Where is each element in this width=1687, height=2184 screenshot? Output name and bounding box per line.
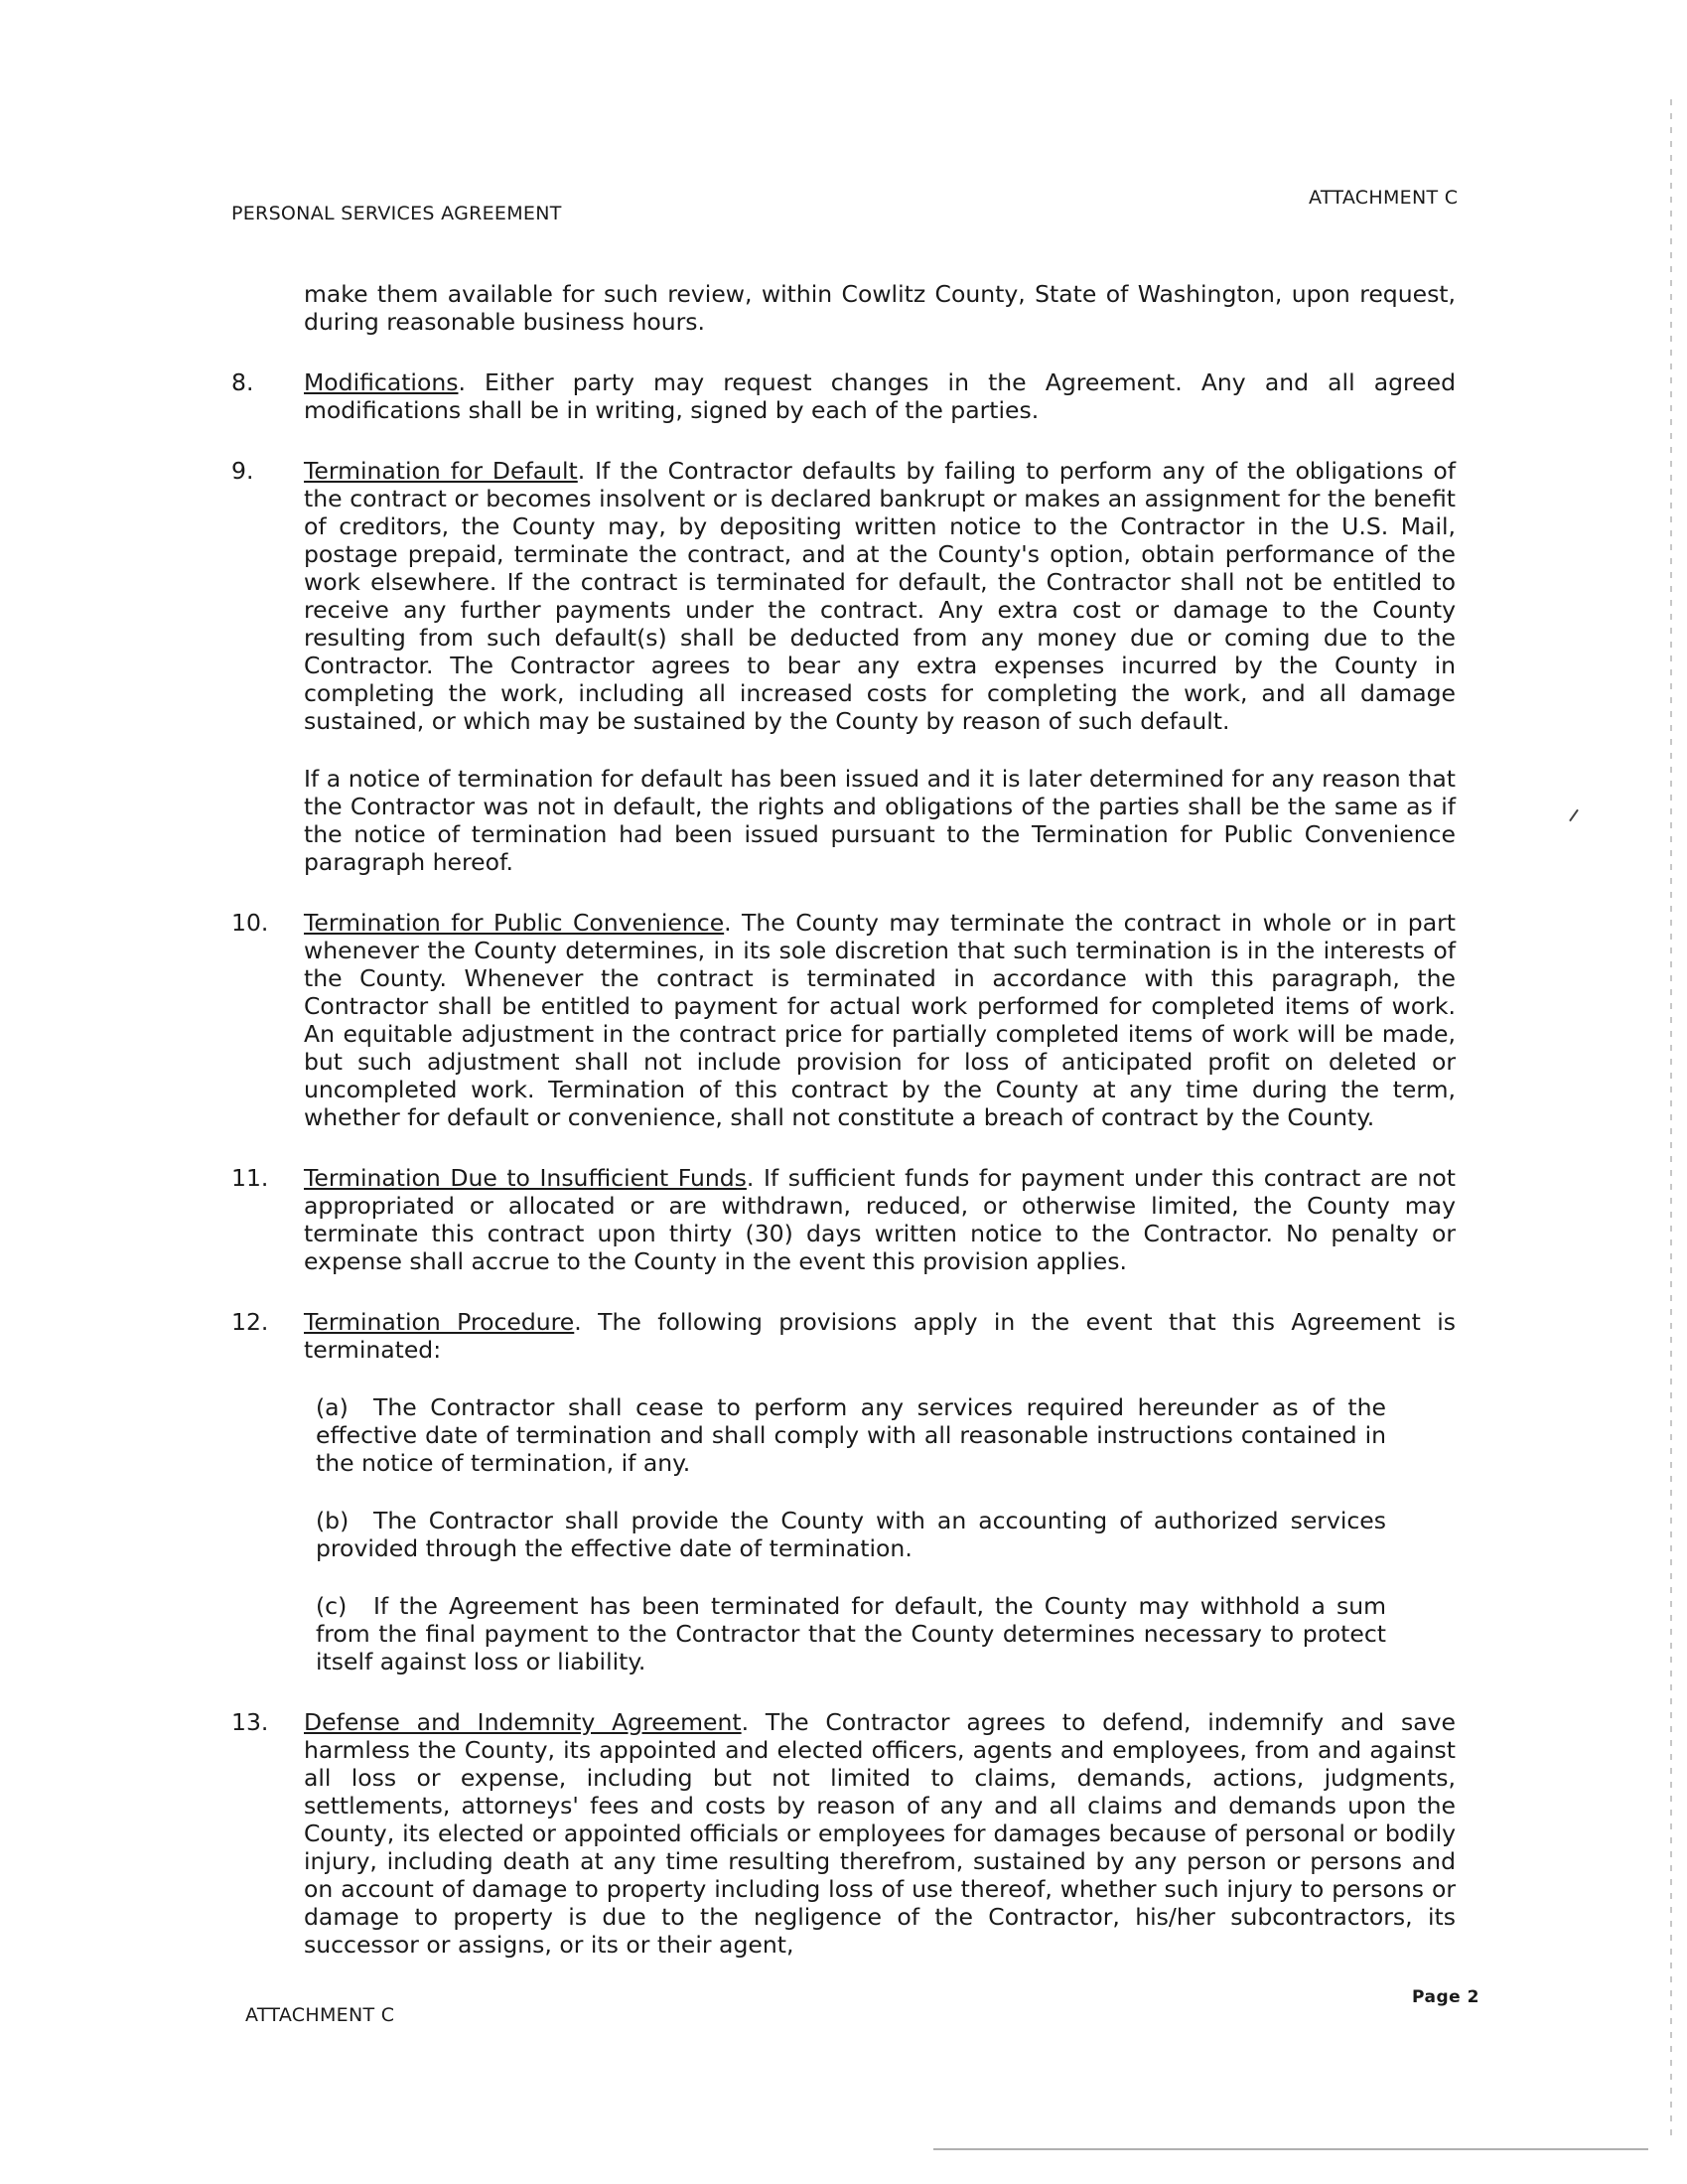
section-title: Defense and Indemnity Agreement [304,1708,742,1736]
footer-attachment: ATTACHMENT C [245,2004,395,2026]
section-text [304,1308,1456,1364]
section-body: . The Contractor agrees to defend, indemnify and save harmless the County, its appointed and elected officers, agents and employees, from and against all loss or expense, including but not limited to claims, demands, actions, judgments, settlements, attorneys' fees and costs by reason of any and all claims and demands upon the County, its elected or appointed officials or employees for damages because of personal or bodily injury, including death at any time resulting therefrom, sustained by any person or persons and on account of damage to property including loss of use thereof, whether such injury to persons or damage to property is due to the negligence of the Contractor, his/her subcontractors, its successor or assigns, or its or their agent, [304,1708,1456,1959]
section-number: 13. [231,1708,269,1736]
section-8 [231,368,1473,424]
section-text [304,368,1456,424]
section-body: . If sufficient funds for payment under this contract are not appropriated or allocated or are withdrawn, reduced, or otherwise limited, the County may terminate this contract upon thirty (30) days written notice to the Contractor. No penalty or expense shall accrue to the County in the event this provision applies. [304,1164,1456,1275]
section-title: Termination for Public Convenience [304,909,725,937]
subsection-text: The Contractor shall provide the County with an accounting of authorized services provided through the effective date of termination. [316,1507,1386,1562]
continued-paragraph: make them available for such review, within Cowlitz County, State of Washington, upon request, during reasonable business hours. [304,280,1456,336]
document-body [231,280,1473,1959]
margin-pen-mark [1569,809,1579,822]
section-title: Termination Procedure [304,1308,575,1336]
subsection-a [316,1393,1386,1477]
section-body-paragraph-2: If a notice of termination for default has been issued and it is later determined for any reason that the Contractor was not in default, the rights and obligations of the parties shall be the same as if the notice of termination had been issued pursuant to the Termination for Public Convenience paragraph hereof. [304,765,1456,876]
header-title: PERSONAL SERVICES AGREEMENT [231,203,562,224]
subsection-text: If the Agreement has been terminated for default, the County may withhold a sum from the final payment to the Contractor that the County determines necessary to protect itself against loss or liability. [316,1592,1386,1675]
section-title: Termination Due to Insufficient Funds [304,1164,747,1192]
subsection-c [316,1592,1386,1675]
section-13 [231,1708,1473,1959]
section-11 [231,1164,1473,1275]
section-text [304,909,1456,1131]
section-text [304,1708,1456,1959]
subsection-b [316,1507,1386,1562]
scan-bottom-line [933,2148,1648,2150]
section-number: 8. [231,368,254,396]
scan-edge-artifact [1670,99,1672,2135]
section-text [304,457,1456,876]
section-10 [231,909,1473,1131]
section-text [304,1164,1456,1275]
section-body: . Either party may request changes in the Agreement. Any and all agreed modifications shall be in writing, signed by each of the parties. [304,368,1456,424]
section-body: . The following provisions apply in the event that this Agreement is terminated: [304,1308,1456,1364]
subsection-label: (a) [316,1393,349,1421]
subsection-text: The Contractor shall cease to perform any services required hereunder as of the effective date of termination and shall comply with all reasonable instructions contained in the notice of termination, if any. [316,1393,1386,1477]
section-number: 10. [231,909,269,937]
subsection-label: (b) [316,1507,350,1534]
section-number: 12. [231,1308,269,1336]
header-attachment: ATTACHMENT C [1309,187,1459,209]
section-number: 9. [231,457,254,485]
section-12 [231,1308,1473,1364]
section-title: Modifications [304,368,459,396]
section-body: . If the Contractor defaults by failing to perform any of the obligations of the contract or becomes insolvent or is declared bankrupt or makes an assignment for the benefit of creditors, the County may, by depositing written notice to the Contractor in the U.S. Mail, postage prepaid, terminate the contract, and at the County's option, obtain performance of the work elsewhere. If the contract is terminated for default, the Contractor shall not be entitled to receive any further payments under the contract. Any extra cost or damage to the County resulting from such default(s) shall be deducted from any money due or coming due to the Contractor. The Contractor agrees to bear any extra expenses incurred by the County in completing the work, including all increased costs for completing the work, and all damage sustained, or which may be sustained by the County by reason of such default. [304,457,1456,735]
section-body: . The County may terminate the contract in whole or in part whenever the County determines, in its sole discretion that such termination is in the interests of the County. Whenever the contract is terminated in accordance with this paragraph, the Contractor shall be entitled to payment for actual work performed for completed items of work. An equitable adjustment in the contract price for partially completed items of work will be made, but such adjustment shall not include provision for loss of anticipated profit on deleted or uncompleted work. Termination of this contract by the County at any time during the term, whether for default or convenience, shall not constitute a breach of contract by the County. [304,909,1456,1131]
section-title: Termination for Default [304,457,578,485]
page-number: Page 2 [1412,1987,1479,2007]
section-9 [231,457,1473,876]
subsection-label: (c) [316,1592,348,1620]
section-number: 11. [231,1164,269,1192]
